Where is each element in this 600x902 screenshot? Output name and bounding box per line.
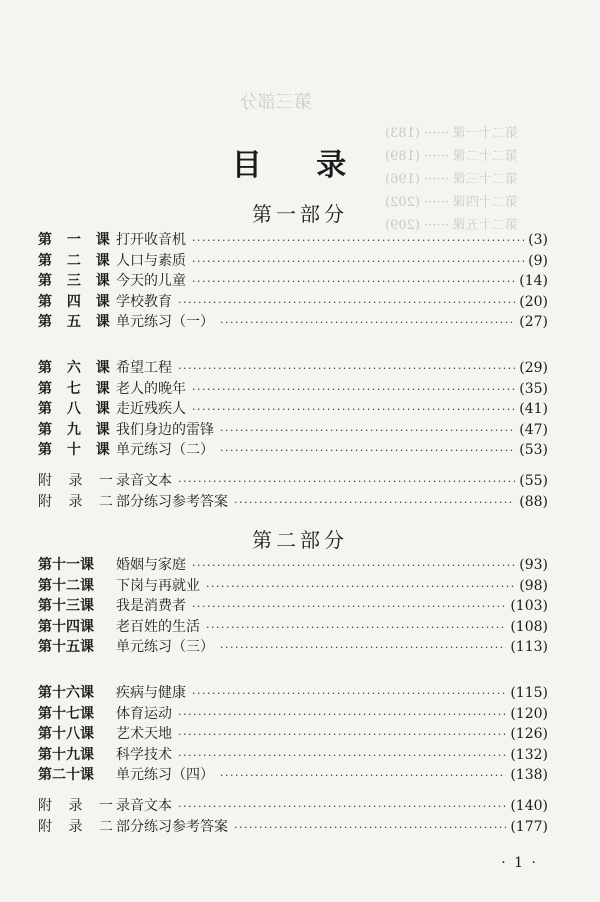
toc-entry[interactable]: 第 四 课 学校教育 ····· (20) — [38, 292, 548, 313]
part-two-group-2 — [38, 683, 548, 786]
part-two-group-1 — [38, 555, 548, 658]
toc-entry[interactable]: 第 六 课 希望工程 ····· (29) — [38, 358, 548, 379]
toc-entry[interactable]: 第 八 课 走近残疾人 ····· (41) — [38, 399, 548, 420]
leader-dots — [234, 818, 506, 839]
leader-dots — [234, 493, 515, 514]
toc-entry[interactable]: 第 五 课 单元练习（一） ····· (27) — [38, 312, 548, 333]
part-two-appendix — [38, 796, 548, 837]
toc-entry[interactable]: 第 九 课 我们身边的雷锋 ····· (47) — [38, 420, 548, 441]
leader-dots — [178, 293, 515, 314]
toc-entry[interactable]: 第十五课 单元练习（三） ····· (113) — [38, 637, 548, 658]
toc-entry[interactable]: 第十三课 我是消费者 ····· (103) — [38, 596, 548, 617]
leader-dots — [178, 797, 506, 818]
leader-dots — [220, 421, 515, 442]
toc-entry[interactable]: 第十六课 疾病与健康 ····· (115) — [38, 683, 548, 704]
leader-dots — [192, 400, 515, 421]
leader-dots — [178, 472, 515, 493]
toc-entry[interactable]: 附 录 二 部分练习参考答案 ····· (177) — [38, 817, 548, 838]
toc-entry[interactable]: 第 七 课 老人的晚年 ····· (35) — [38, 379, 548, 400]
toc-entry[interactable]: 第十八课 艺术天地 ····· (126) — [38, 724, 548, 745]
toc-entry[interactable]: 第 一 课 打开收音机 ····· (3) — [38, 230, 548, 251]
leader-dots — [192, 252, 524, 273]
page-number: · 1 · — [501, 855, 538, 871]
leader-dots — [192, 684, 506, 705]
leader-dots — [220, 638, 506, 659]
leader-dots — [220, 766, 506, 787]
leader-dots — [192, 597, 506, 618]
toc-entry[interactable]: 第 二 课 人口与素质 ····· (9) — [38, 251, 548, 272]
toc-entry[interactable]: 第十九课 科学技术 ····· (132) — [38, 745, 548, 766]
toc-entry[interactable]: 第十一课 婚姻与家庭 ····· (93) — [38, 555, 548, 576]
leader-dots — [178, 359, 515, 380]
part-one-group-1 — [38, 230, 548, 333]
toc-entry[interactable]: 附 录 一 录音文本 ····· (140) — [38, 796, 548, 817]
part-one-appendix — [38, 471, 548, 512]
toc-entry[interactable]: 第十七课 体育运动 ····· (120) — [38, 704, 548, 725]
toc-entry[interactable]: 第二十课 单元练习（四） ····· (138) — [38, 765, 548, 786]
leader-dots — [206, 577, 515, 598]
part-one-heading: 第一部分 — [252, 202, 348, 226]
toc-entry[interactable]: 第十四课 老百姓的生活 ····· (108) — [38, 617, 548, 638]
toc-entry[interactable]: 第十二课 下岗与再就业 ····· (98) — [38, 576, 548, 597]
leader-dots — [192, 380, 515, 401]
leader-dots — [206, 618, 506, 639]
toc-entry[interactable]: 附 录 二 部分练习参考答案 ····· (88) — [38, 492, 548, 513]
leader-dots — [192, 231, 524, 252]
leader-dots — [178, 705, 506, 726]
leader-dots — [178, 746, 506, 767]
leader-dots — [220, 313, 515, 334]
toc-entry[interactable]: 第 三 课 今天的儿童 ····· (14) — [38, 271, 548, 292]
page-title: 目 录 — [231, 148, 369, 183]
leader-dots — [178, 725, 506, 746]
part-one-group-2 — [38, 358, 548, 461]
leader-dots — [192, 556, 515, 577]
show-through-text: 第三部分 第二十一课 ······ (183) 第二十二课 ······ (189) 第二十三课 ······ (196) 第二十四课 ······ (202) 第二十五课 ······ (209) — [240, 92, 519, 233]
leader-dots — [220, 441, 515, 462]
toc-entry[interactable]: 第 十 课 单元练习（二） ····· (53) — [38, 440, 548, 461]
leader-dots — [192, 272, 515, 293]
part-two-heading: 第二部分 — [252, 528, 348, 552]
toc-entry[interactable]: 附 录 一 录音文本 ····· (55) — [38, 471, 548, 492]
